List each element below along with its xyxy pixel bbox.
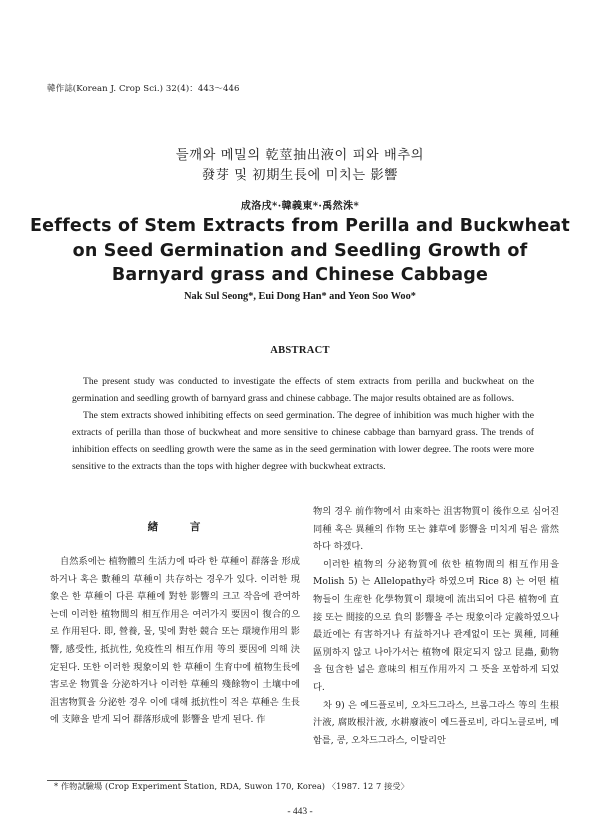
abstract-body: [72, 373, 534, 476]
abstract-paragraph-1: The present study was conducted to investigate the effects of stem extracts from perilla and buckwheat on the germination and seedling growth of barnyard grass and chinese cabbage. The major results obtained are as follows.: [72, 376, 534, 405]
abstract-heading: ABSTRACT: [270, 345, 330, 356]
korean-title: [0, 146, 600, 186]
english-title-line-2: on Seed Germination and Seedling Growth of: [72, 240, 528, 261]
korean-title-line-2: 發芽 및 初期生長에 미치는 影響: [201, 168, 399, 183]
english-title-line-1: Eeffects of Stem Extracts from Perilla and Buckwheat: [30, 216, 570, 236]
page-number: - 443 -: [287, 807, 313, 817]
journal-reference: 韓作誌(Korean J. Crop Sci.) 32(4)：443〜446: [47, 84, 240, 94]
abstract-paragraph-2: The stem extracts showed inhibiting effects on seed germination. The degree of inhibition was much higher with the extracts of perilla than those of buckwheat and more sensitive to chinese cabbage than barnyard grass. The trends of inhibition effects on seedling growth were the same as in the seed germination with lower degree. The roots were more sensitive to the extracts than the tops with higher degree with buckwheat extracts.: [72, 410, 534, 473]
footnote: * 作物試驗場 (Crop Experiment Station, RDA, Suwon 170, Korea) 〈1987. 12 7 接受〉: [54, 781, 409, 791]
introduction-paragraph-3: 차 9) 은 예드플로비, 오차드그라스, 브롬그라스 等의 生根汁液, 腐敗根汁液, 水耕廢液이 예드플로비, 라디노클로버, 메함를, 콩, 오차드그라스, 이탈리안: [313, 699, 559, 746]
korean-title-line-1: 들깨와 메밀의 乾莖抽出液이 피와 배추의: [175, 148, 425, 163]
korean-authors: 成洛戌*·韓義東*·禹然洙*: [240, 201, 360, 212]
introduction-paragraph-1: 自然系에는 植物體의 生活力에 따라 한 草種이 群落을 形成하거나 혹은 數種의 草種이 共存하는 경우가 있다. 이러한 現象은 한 草種이 다른 草種에 對한 影響의 크고 작음에 관여하는데 이러한 植物間의 相互作用은 여러가지 要因이 復合的으로 作用된다. 即, 營養, 물, 및에 對한 競合 또는 環境作用의 影響, 感受性, 抵抗性, 免疫性의 相互作用 等의 要因에 의해 決定된다. 또한 이러한 現象이외 한 草種이 生育中에 植物生長에 害로운 物質을 分泌하거나 이러한 草種의 殘餘物이 土壤中에 沮害物質을 分泌한 경우 이에 대해 抵抗性이 적은 草種은 生長에 支障을 받게 되어 群落形成에 影響을 받게 된다. 作: [50, 556, 300, 726]
english-title: [0, 214, 600, 288]
introduction-paragraph-2: 이러한 植物의 分泌物質에 依한 植物間의 相互作用을 Molish 5) 는 Allelopathy라 하였으며 Rice 8) 는 어떤 植物들이 生産한 化學物質이 環境에 流出되어 다른 植物에 直接 또는 間接的으로 負의 影響을 주는 現象이라 定義하였으나 最近에는 有害하거나 有益하거나 관계없이 또는 異種, 同種 區別하지 않고 나아가서는 植物에 限定되지 않고 昆蟲, 動物을 包含한 넓은 意味의 相互作用까지 그 뜻을 포함하게 되었다.: [313, 558, 559, 693]
left-column: [50, 519, 300, 729]
english-authors: Nak Sul Seong*, Eui Dong Han* and Yeon Soo Woo*: [184, 291, 416, 302]
introduction-paragraph-1-continued: 物의 경우 前作物에서 由來하는 沮害物質이 後作으로 심어진 同種 혹은 異種의 作物 또는 雜草에 影響을 미치게 됨은 當然하다 하겠다.: [313, 506, 559, 553]
introduction-heading: 緖 言: [147, 521, 215, 533]
right-column: [313, 503, 559, 749]
english-title-line-3: Barnyard grass and Chinese Cabbage: [111, 265, 489, 285]
